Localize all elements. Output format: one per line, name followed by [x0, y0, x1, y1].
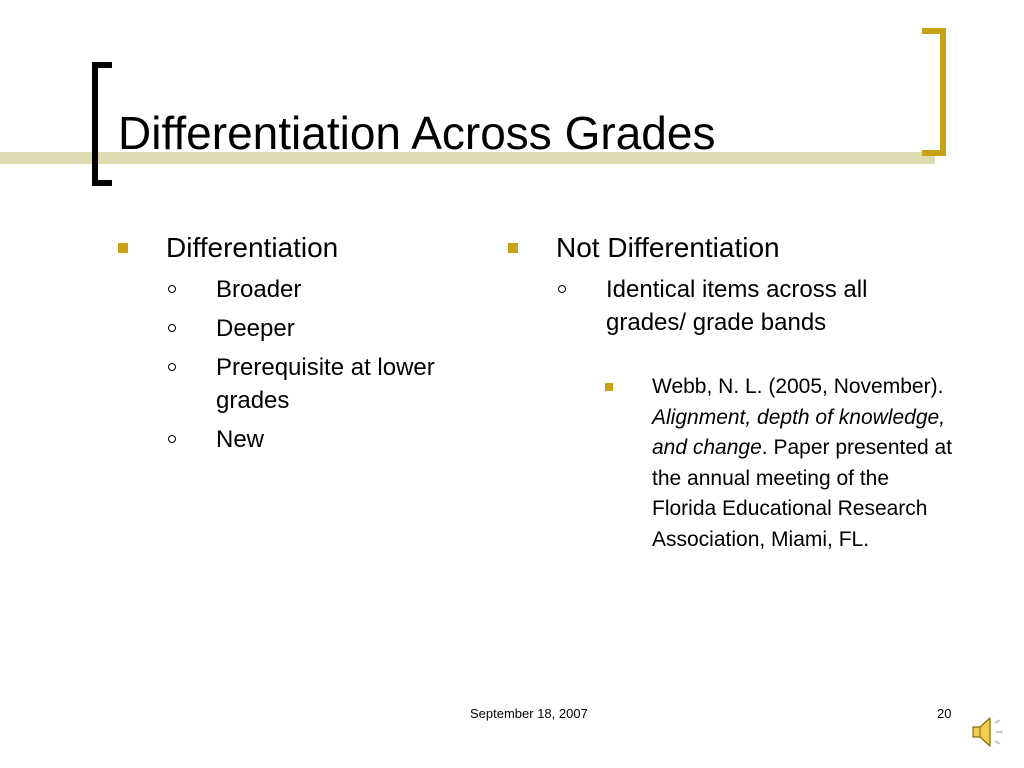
left-column — [114, 230, 494, 462]
bullet-text: Differentiation — [166, 232, 339, 263]
circle-bullet-icon — [168, 285, 176, 293]
slide-number: 20 — [937, 706, 952, 721]
sub-bullet-item — [164, 273, 494, 306]
citation-authors-date: Webb, N. L. (2005, November). — [652, 375, 944, 398]
circle-bullet-icon — [558, 285, 566, 293]
sub-bullet-text: Prerequisite at lower grades — [216, 354, 435, 414]
speaker-icon[interactable] — [970, 714, 1010, 750]
circle-bullet-icon — [168, 324, 176, 332]
circle-bullet-icon — [168, 363, 176, 371]
sub-bullet-text: New — [216, 426, 265, 453]
sub-bullet-item — [164, 312, 494, 345]
circle-bullet-icon — [168, 435, 176, 443]
left-bracket-decoration — [92, 62, 112, 186]
citation-item — [600, 372, 954, 555]
bullet-item-not-differentiation — [504, 230, 954, 266]
footer-date: September 18, 2007 — [470, 706, 588, 721]
bullet-text: Not Differentiation — [556, 232, 780, 263]
sub-bullet-item — [164, 351, 494, 417]
sub-bullet-text: Identical items across all grades/ grade bands — [606, 276, 868, 336]
citation-rest: . Paper presented at the annual meeting of the Florida Educational Research Association, Miami, FL. — [652, 436, 953, 551]
bullet-item-differentiation — [114, 230, 494, 266]
right-column — [504, 230, 954, 555]
sub-bullet-text: Deeper — [216, 315, 295, 342]
citation-title: Alignment, depth of knowledge, and change — [652, 405, 946, 459]
slide-title: Differentiation Across Grades — [118, 107, 716, 159]
sub-bullet-item — [164, 423, 494, 456]
sub-bullet-text: Broader — [216, 276, 302, 303]
sub-bullet-item — [554, 273, 954, 339]
right-bracket-decoration — [922, 28, 946, 156]
square-bullet-icon — [118, 243, 128, 253]
square-bullet-icon — [605, 383, 613, 391]
square-bullet-icon — [508, 243, 518, 253]
